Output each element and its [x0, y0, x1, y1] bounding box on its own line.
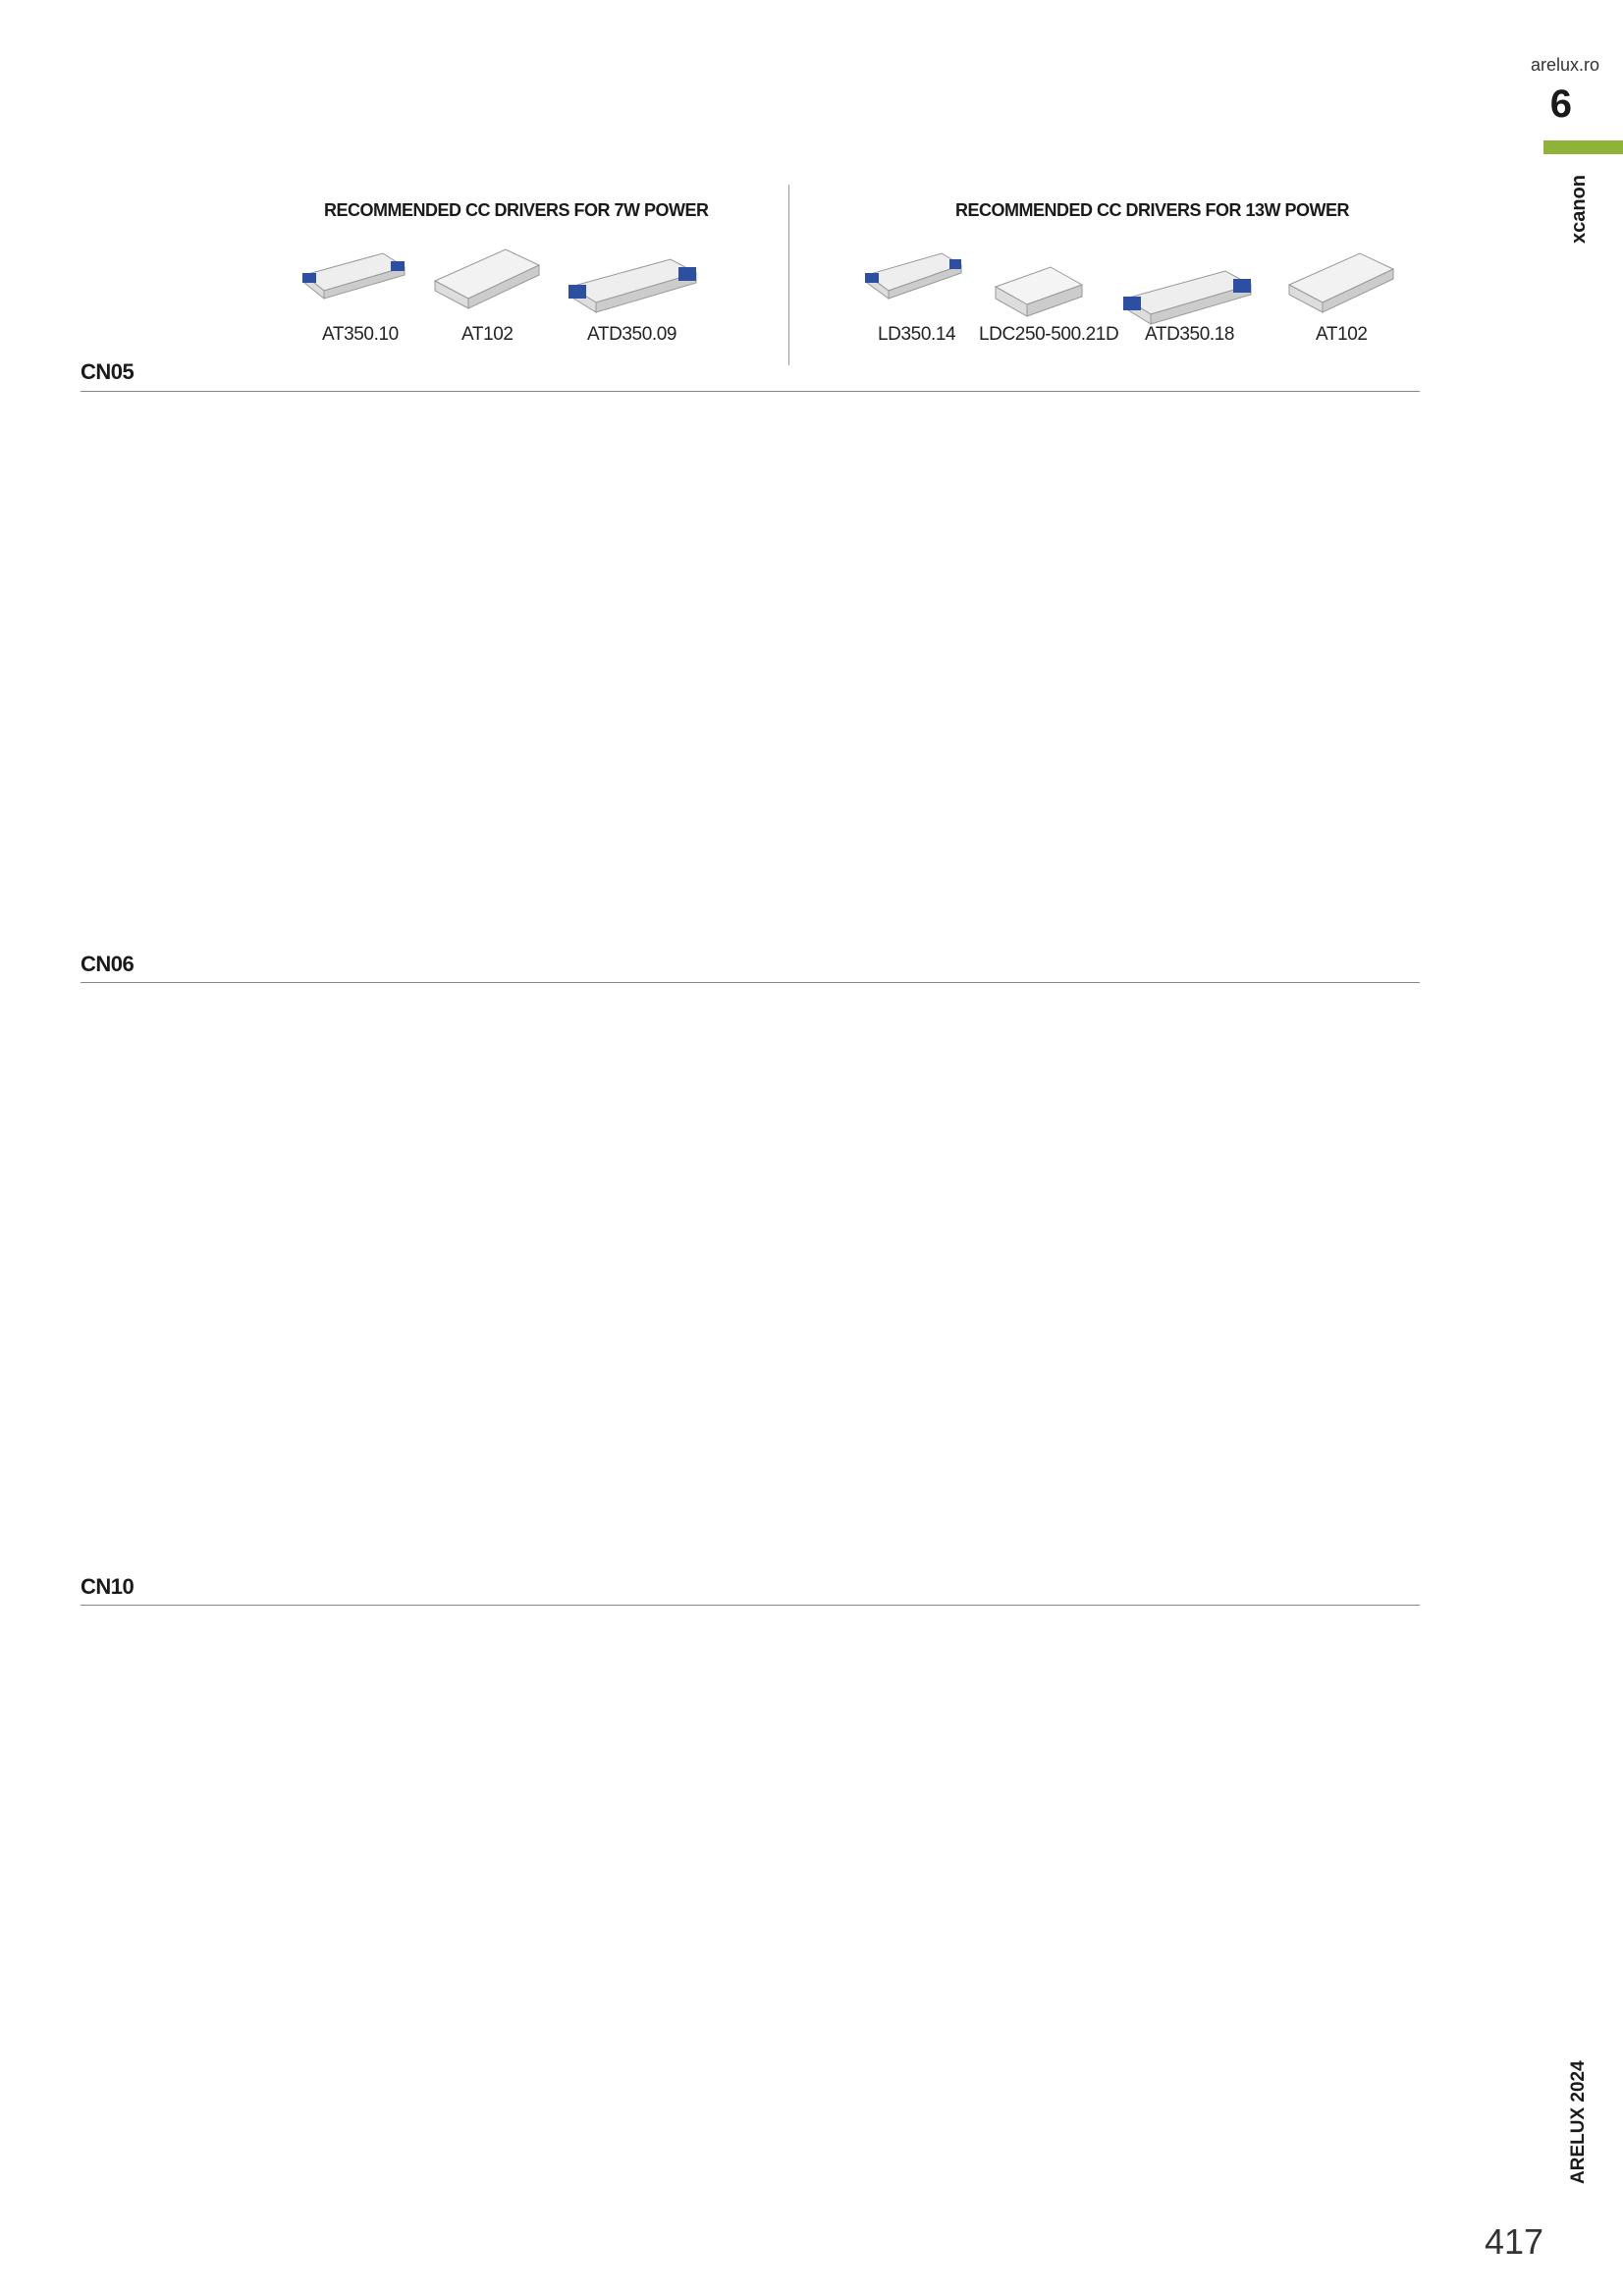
driver-label: AT102	[461, 324, 514, 345]
section-divider	[81, 982, 1420, 983]
driver-label: AT350.10	[322, 324, 399, 345]
driver-label: LD350.14	[878, 324, 956, 345]
section-divider	[81, 391, 1420, 392]
driver-image	[565, 253, 702, 316]
brand-vertical-label: xcanon	[1568, 174, 1590, 244]
section-title: CN10	[81, 1574, 135, 1599]
catalog-vertical-label: ARELUX 2024	[1568, 2060, 1589, 2184]
driver-label: AT102	[1316, 324, 1368, 345]
driver-image	[859, 246, 967, 304]
drivers-7w-title: RECOMMENDED CC DRIVERS FOR 7W POWER	[324, 200, 709, 220]
section-title: CN05	[81, 359, 135, 384]
driver-image	[990, 257, 1088, 320]
drivers-13w-title: RECOMMENDED CC DRIVERS FOR 13W POWER	[955, 200, 1350, 220]
page-number: 417	[1485, 2221, 1544, 2262]
chapter-number: 6	[1549, 82, 1572, 126]
driver-image	[295, 246, 412, 304]
driver-image	[1119, 265, 1257, 328]
driver-label: LDC250-500.21D	[979, 324, 1119, 345]
site-url[interactable]: arelux.ro	[1530, 55, 1599, 75]
driver-label: ATD350.09	[587, 324, 677, 345]
section-title: CN06	[81, 952, 135, 976]
driver-image	[427, 242, 545, 314]
driver-image	[1281, 246, 1399, 318]
chapter-bar	[1543, 140, 1623, 154]
driver-label: ATD350.18	[1145, 324, 1235, 345]
drivers-divider	[788, 185, 789, 365]
section-divider	[81, 1605, 1420, 1606]
